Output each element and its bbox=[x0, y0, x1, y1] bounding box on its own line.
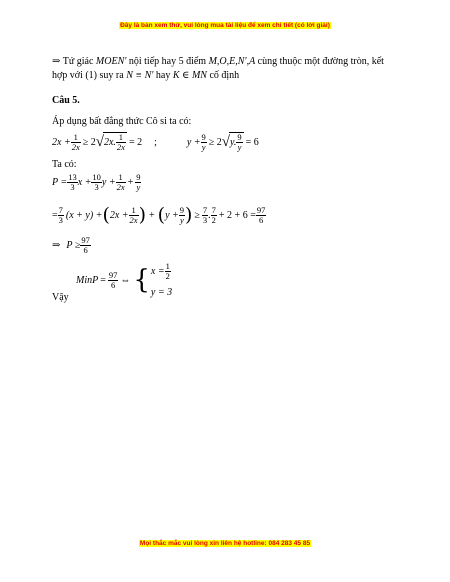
fraction bbox=[91, 173, 102, 192]
fraction bbox=[58, 206, 64, 225]
vay-label: Vậy bbox=[52, 292, 69, 303]
denominator: 6 bbox=[258, 214, 264, 225]
min-line bbox=[76, 262, 172, 298]
intro-text: hợp với (1) suy ra bbox=[52, 70, 127, 81]
radicand bbox=[229, 132, 244, 152]
numerator: 7 bbox=[211, 204, 216, 215]
decomp-tail: + 2 + 6 = bbox=[218, 209, 256, 221]
ineq2-result: = 6 bbox=[245, 136, 259, 148]
group-2-lead: 2x + bbox=[109, 209, 129, 221]
denominator bbox=[236, 143, 242, 152]
numerator: 13 bbox=[68, 171, 77, 182]
p-expression-line bbox=[52, 168, 141, 196]
denominator: 6 bbox=[110, 279, 116, 290]
ineq1-result: = 2 bbox=[128, 136, 143, 148]
numerator: 10 bbox=[92, 171, 101, 182]
intro-text: Tứ giác bbox=[60, 56, 96, 67]
fraction bbox=[67, 173, 78, 192]
numerator: 7 bbox=[202, 204, 208, 215]
numerator: 97 bbox=[108, 269, 118, 280]
x-lhs: x = bbox=[150, 266, 165, 277]
group-3-lead: y + bbox=[165, 209, 179, 221]
condition-x bbox=[151, 262, 172, 281]
conclusion-lhs: P ≥ bbox=[66, 239, 81, 251]
denominator bbox=[116, 183, 126, 192]
system-conditions bbox=[151, 262, 172, 298]
decomposition-line bbox=[52, 200, 266, 230]
header-notice: Đây là bản xem thử, vui lòng mua tài liệu để xem chi tiết (có lời giải) bbox=[120, 22, 330, 29]
numerator: 7 bbox=[58, 204, 63, 215]
denominator bbox=[129, 216, 139, 225]
denominator-value: 2x bbox=[71, 141, 80, 152]
fraction bbox=[201, 133, 207, 152]
denominator: 3 bbox=[202, 214, 208, 225]
ge-sign: ≥ bbox=[194, 209, 200, 221]
radicand-term: 2x. bbox=[103, 136, 116, 148]
ineq1-relation: ≥ 2 bbox=[82, 136, 96, 148]
denominator bbox=[116, 143, 126, 152]
radicand-term: y. bbox=[230, 136, 237, 148]
dot: . bbox=[208, 209, 211, 221]
intro-line-1 bbox=[52, 56, 384, 67]
plus-sign: + bbox=[149, 209, 155, 221]
footer-notice: Mọi thắc mắc vui lòng xin liên hệ hotline: 084 283 45 85 bbox=[139, 540, 311, 547]
numerator: 1 bbox=[71, 133, 81, 143]
open-paren: ( bbox=[157, 203, 166, 226]
ineq2-relation: ≥ 2 bbox=[208, 136, 222, 148]
numerator: 1 bbox=[116, 133, 126, 143]
denominator-value: y bbox=[136, 181, 141, 192]
denominator-value: y bbox=[237, 142, 242, 152]
fraction bbox=[80, 236, 91, 255]
fraction bbox=[116, 133, 126, 152]
separator: ; bbox=[154, 136, 157, 148]
conclusion-line bbox=[52, 232, 91, 258]
denominator: 2 bbox=[165, 271, 170, 281]
equals-sign: = bbox=[52, 209, 58, 221]
iff-symbol: ⇔ bbox=[120, 274, 131, 286]
fraction bbox=[211, 206, 217, 225]
fraction bbox=[135, 173, 141, 192]
p-x-term: x + bbox=[77, 176, 92, 188]
ineq2-lead: y + bbox=[186, 136, 201, 148]
fraction bbox=[71, 133, 81, 152]
denominator: 3 bbox=[58, 214, 63, 225]
ta-co-label: Ta có: bbox=[52, 159, 77, 170]
denominator-value: 2x bbox=[116, 181, 125, 192]
sqrt-symbol: √ bbox=[221, 133, 231, 150]
denominator bbox=[201, 143, 207, 152]
fraction bbox=[236, 133, 242, 152]
intro-text: hay bbox=[153, 70, 173, 81]
numerator: 97 bbox=[256, 204, 266, 215]
header-banner bbox=[0, 22, 450, 29]
implies-symbol: ⇒ bbox=[52, 56, 61, 67]
numerator: 97 bbox=[81, 234, 90, 245]
numerator: 9 bbox=[237, 132, 242, 142]
p-lhs: P = bbox=[52, 176, 68, 188]
system-brace: { bbox=[133, 265, 150, 295]
denominator-value: 2x bbox=[116, 142, 125, 152]
denominator bbox=[135, 183, 141, 192]
condition-y: y = 3 bbox=[150, 287, 173, 298]
close-paren: ) bbox=[138, 203, 146, 226]
fraction bbox=[116, 173, 126, 192]
denominator: 6 bbox=[83, 244, 88, 255]
denominator-value: 2x bbox=[129, 214, 138, 225]
plus-sign: + bbox=[127, 176, 134, 188]
fraction bbox=[165, 262, 171, 281]
inequality-line bbox=[52, 127, 259, 157]
intro-text: cố định bbox=[206, 70, 240, 81]
equals-sign: = bbox=[100, 274, 106, 286]
implies-symbol: ⇒ bbox=[52, 239, 61, 251]
fraction bbox=[256, 206, 267, 225]
points-list: M,O,E,N',A bbox=[208, 56, 256, 67]
footer-banner bbox=[0, 540, 450, 547]
question-title: Câu 5. bbox=[52, 95, 80, 106]
denominator: 3 bbox=[94, 181, 99, 192]
min-label: MinP bbox=[76, 274, 99, 286]
denominator-value: y bbox=[179, 214, 184, 225]
denominator-value: y bbox=[201, 141, 206, 152]
cauchy-text: Áp dụng bất đẳng thức Cô si ta có: bbox=[52, 116, 192, 127]
quadrilateral-name: MOEN' bbox=[95, 56, 127, 67]
ineq1-lead: 2x + bbox=[52, 136, 71, 148]
open-paren: ( bbox=[102, 203, 110, 226]
membership-expr: K ∈ MN bbox=[172, 70, 207, 81]
numerator: 1 bbox=[165, 261, 170, 271]
fraction bbox=[129, 206, 139, 225]
sqrt-symbol: √ bbox=[95, 133, 104, 150]
numerator: 9 bbox=[179, 204, 184, 215]
denominator: 2 bbox=[211, 214, 216, 225]
fraction bbox=[108, 271, 119, 290]
numerator: 9 bbox=[201, 131, 206, 142]
close-paren: ) bbox=[185, 203, 193, 226]
radicand bbox=[103, 132, 127, 152]
equivalence-expr: N ≡ N' bbox=[126, 70, 154, 81]
numerator: 1 bbox=[116, 173, 126, 183]
numerator: 1 bbox=[129, 206, 139, 216]
intro-text: nội tiếp hay 5 điểm bbox=[126, 56, 209, 67]
denominator bbox=[71, 143, 81, 152]
denominator: 3 bbox=[70, 181, 75, 192]
intro-line-2 bbox=[52, 70, 239, 81]
numerator: 9 bbox=[136, 171, 141, 182]
group-1: (x + y) + bbox=[65, 209, 103, 221]
p-y-term: y + bbox=[101, 176, 116, 188]
intro-text: cùng thuộc một đường tròn, kết bbox=[255, 56, 384, 67]
